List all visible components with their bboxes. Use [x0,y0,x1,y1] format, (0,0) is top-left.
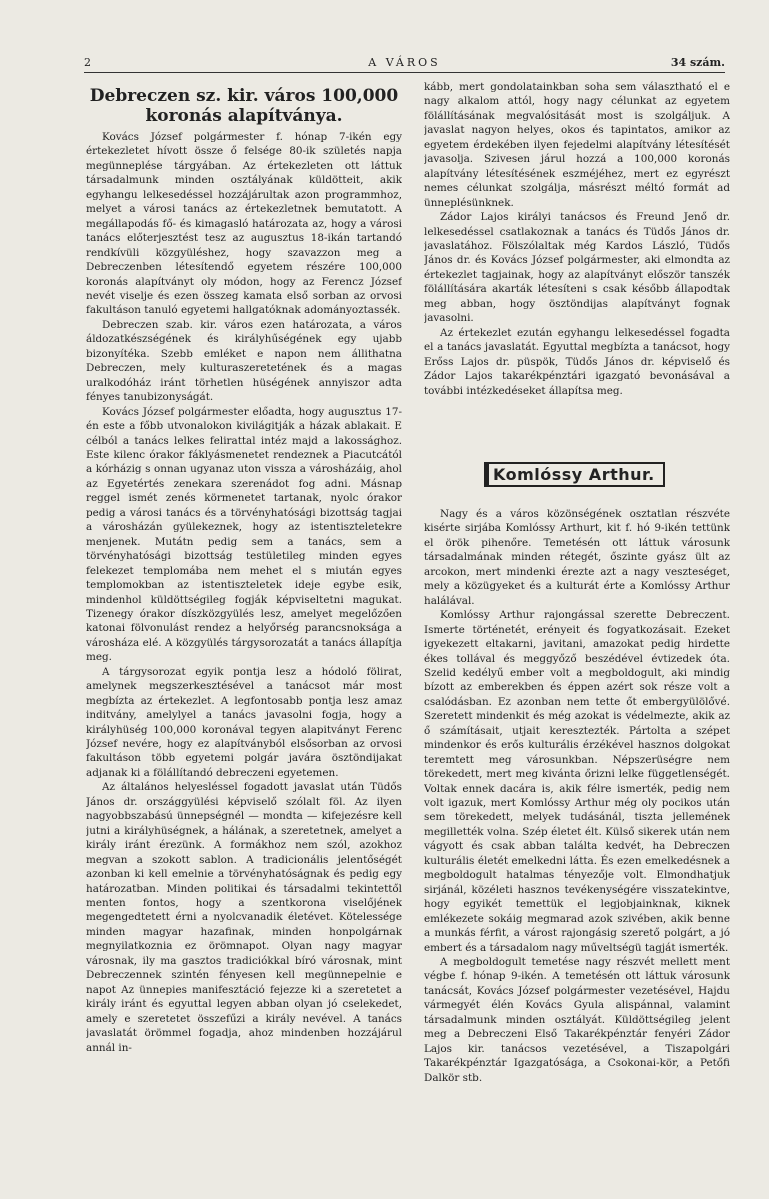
article-paragraph: kább, mert gondolatainkban soha sem választható el e nagy alkalom attól, hogy nagy célunkat az egyetem fölállításának megvalósitását most is szolgáljuk. A javaslat nagyon helyes, okos és tapintatos, amikor az egyetem érdekében ilyen fejedelmi alapítvány létesítését javasolja. Szivesen járul hozzá a 100,000 koronás alapítvány létesítésének eszméjéhez, mert ez egyrészt nemes célunkat szolgálja, másrészt méltó formát ad ünneplésünknek. [424,81,730,209]
article-paragraph: Debreczen szab. kir. város ezen határozata, a város áldozatkészségének és királyhűségének egy ujabb bizonyítéka. Szebb emléket e napon nem állithatna Debreczen, mely kulturaszeretetének és a magas uralkodóház iránt törhetlen hüségének annyiszor adta fényes tanubizonyságát. [86,318,402,404]
article-paragraph: Kovács József polgármester f. hónap 7-ikén egy értekezletet hívott össze ő felsége 80-ik születés napja megünneplése tárgyában. Az értekezleten ott láttuk társadalmunk minden osztályának küldötteit, akik egyhangu lelkesedéssel hozzájárultak azon programmhoz, melyet a városi tanács az értekezletnek bemutatott. A megállapodás fő- és kimagasló határozata az, hogy a városi tanács előterjesztést tesz az augusztus 18-ikán tartandó rendkívüli közgyüléshez, hogy szavazzon meg a Debreczenben létesítendő egyetem részére 100,000 koronás alapítványt oly módon, hogy az Ferencz József nevét viselje és ezen összeg kamata első sorban az orvosi fakultáson tanuló egyetemi hallgatóknak adományoztassék. [86,131,402,317]
obituary-title: Komlóssy Arthur. [484,462,665,487]
article-paragraph: Nagy és a város közönségének osztatlan részvéte kisérte sirjába Komlóssy Arthurt, kit f. hó 9-ikén tettünk el örök pihenőre. Temetésén ott láttuk városunk társadalmának minden rétegét, őszinte gyász ült az arcokon, mert mindenki érezte azt a nagy veszteséget, mely a közügyeket és a kulturát érte a Komlóssy Arthur halálával. [424,507,730,607]
issue-number: 34 szám. [670,56,725,69]
obituary-heading-box [484,462,730,487]
article-paragraph: Zádor Lajos királyi tanácsos és Freund Jenő dr. lelkesedéssel csatlakoznak a tanács és Tüdős János dr. javaslatához. Fölszólaltak még Kardos László, Tüdős János dr. és Kovács József polgármester, aki elmondta az értekezlet tagjainak, hogy az alapítványt először tanszék fölállítására akarták létesíteni s csak később állapodtak meg abban, hogy ösztöndijas alapítványt fognak javasolni. [424,211,730,325]
right-column [424,80,730,1179]
article-title: Debreczen sz. kir. város 100,000 koronás alapítványa. [89,86,399,126]
left-column [86,80,402,1179]
article-paragraph: Komlóssy Arthur rajongással szerette Debreczent. Ismerte történetét, erényeit és fogyatkozásait. Ezeket igyekezett eltakarni, javitani, amazokat pedig hirdette ékes tollával és meggyőző beszédével évtizedek óta. Szelid kedélyű ember volt a megboldogult, aki mindig bízott az emberekben és éppen azért sok része volt a csalódásban. Ez azonban nem tette őt embergyülölővé. Szeretett mindenkit és még azokat is védelmezte, akik az ő számításait, utjait keresztezték. Pártolta a szépet mindenkor és erős kulturális érzékével hasznos dolgokat teremtett meg városunkban. Népszerüségre nem törekedett, mert meg kivánta őrizni lelke függetlenségét. Voltak ennek dacára is, akik félre ismerték, pedig nem volt igazuk, mert Komlóssy Arthur még oly pocikos után sem törekedett, melyek tudásánál, tiszta jellemének megillették volna. Szép életet élt. Külső sikerek után nem vágyott és csak abban találta kedvét, ha Debreczen kulturális életét emelkedni látta. És ezen emelkedésnek a megboldogult hatalmas tényezője volt. Elmondhatjuk sirjánál, közéleti hasznos tevékenységére visszatekintve, hogy egyikét temettük el legjobjainknak, kiknek emlékezete sokáig megmarad azok szivében, akik benne a munkás férfit, a várost rajongásig szerető polgárt, a jó embert és a társadalom nagy műveltségü tagját ismerték. [424,609,730,954]
page-number: 2 [84,56,91,69]
article-paragraph: A tárgysorozat egyik pontja lesz a hódoló fölirat, amelynek megszerkesztésével a tanácsot már most megbízta az értekezlet. A legfontosabb pontja lesz amaz inditvány, amelylyel a tanács javasolni fogja, hogy a királyhüség 100,000 koronával tegyen alapitványt Ferenc József nevére, hogy ez alapítványból elsősorban az orvosi fakultáson több egyetemi polgár javára ösztöndijakat adjanak ki a fölállítandó debreczeni egyetemen. [86,665,402,779]
article-paragraph: Kovács József polgármester előadta, hogy augusztus 17-én este a főbb utvonalokon kivilágitják a házak ablakait. E célból a tanács lelkes felirattal intéz majd a lakossághoz. Este kilenc órakor fáklyásmenetet rendeznek a Piacutcától a kórházig s onnan ugyanaz uton vissza a városházáig, ahol az Egyetértés zenekara szerenádot fog adni. Másnap reggel ismét zenés körmenetet tartanak, nyolc órakor pedig a városi tanács és a törvényhatósági bizottság tagjai a városházán gyülekeznek, hogy az istentiszteletekre menjenek. Mutátn pedig sem a tanács, sem a törvényhatósági bizottság testületileg minden egyes felekezet templomába nem mehet el s miután egyes templomokban az istentiszteletek ideje egybe esik, mindenhol küldöttségileg fogják képviseltetni magukat. Tizenegy órakor díszközgyülés lesz, amelyet megelőzően katonai fölvonulást rendez a helyőrség parancsnoksága a városháza elé. A közgyülés tárgysorozatát a tanács állapítja meg. [86,405,402,664]
newspaper-title: A VÁROS [368,56,441,69]
page-header [84,56,725,73]
article-paragraph: Az értekezlet ezután egyhangu lelkesedéssel fogadta el a tanács javaslatát. Egyuttal megbízta a tanácsot, hogy Erőss Lajos dr. püspök, Tüdős János dr. képviselő és Zádor Lajos takarékpénztári igazgató bevonásával a további intézkedéseket állapítsa meg. [424,326,730,397]
article-paragraph: Az általános helyesléssel fogadott javaslat után Tüdős János dr. országgyülési képviselő szólalt föl. Az ilyen nagyobbszabású ünnepségnél — mondta — kifejezésre kell jutni a királyhüségnek, a hálának, a szeretetnek, amelyet a király iránt érezünk. A formákhoz nem szól, azokhoz megvan a szokott sablon. A tradicionális jelentőségét azonban ki kell emelnie a törvényhatóságnak és pedig egy határozatban. Minden politikai és társadalmi tekintettől menten fontos, hogy a szentkorona viselőjének megengedtetett érni a nyolcvanadik életévet. Kötelessége minden magyar hazafinak, minden honpolgárnak megnyilatkoznia ez örömnapot. Olyan nagy magyar városnak, ily ma gasztos tradiciókkal bíró városnak, mint Debreczennek szintén fényesen kell megünnepelnie e napot Az ünnepies manifesztáció fejezze ki a szeretetet a király iránt és egyuttal legyen abban olyan jó cselekedet, amely e szeretetet összefűzi a király nevével. A tanács javaslatát örömmel fogadja, ahoz mindenben hozzájárul annál in- [86,781,402,1054]
article-paragraph: A megboldogult temetése nagy részvét mellett ment végbe f. hónap 9-ikén. A temetésén ott láttuk városunk tanácsát, Kovács József polgármester vezetésével, Hajdu vármegyét élén Kovács Gyula alispánnal, valamint társadalmunk minden osztályát. Küldöttségileg jelent meg a Debreczeni Első Takarékpénztár fenyéri Zádor Lajos kir. tanácsos vezetésével, a Tiszapolgári Takarékpénztár Igazgatósága, a Csokonai-kör, a Petőfi Dalkör stb. [424,956,730,1084]
